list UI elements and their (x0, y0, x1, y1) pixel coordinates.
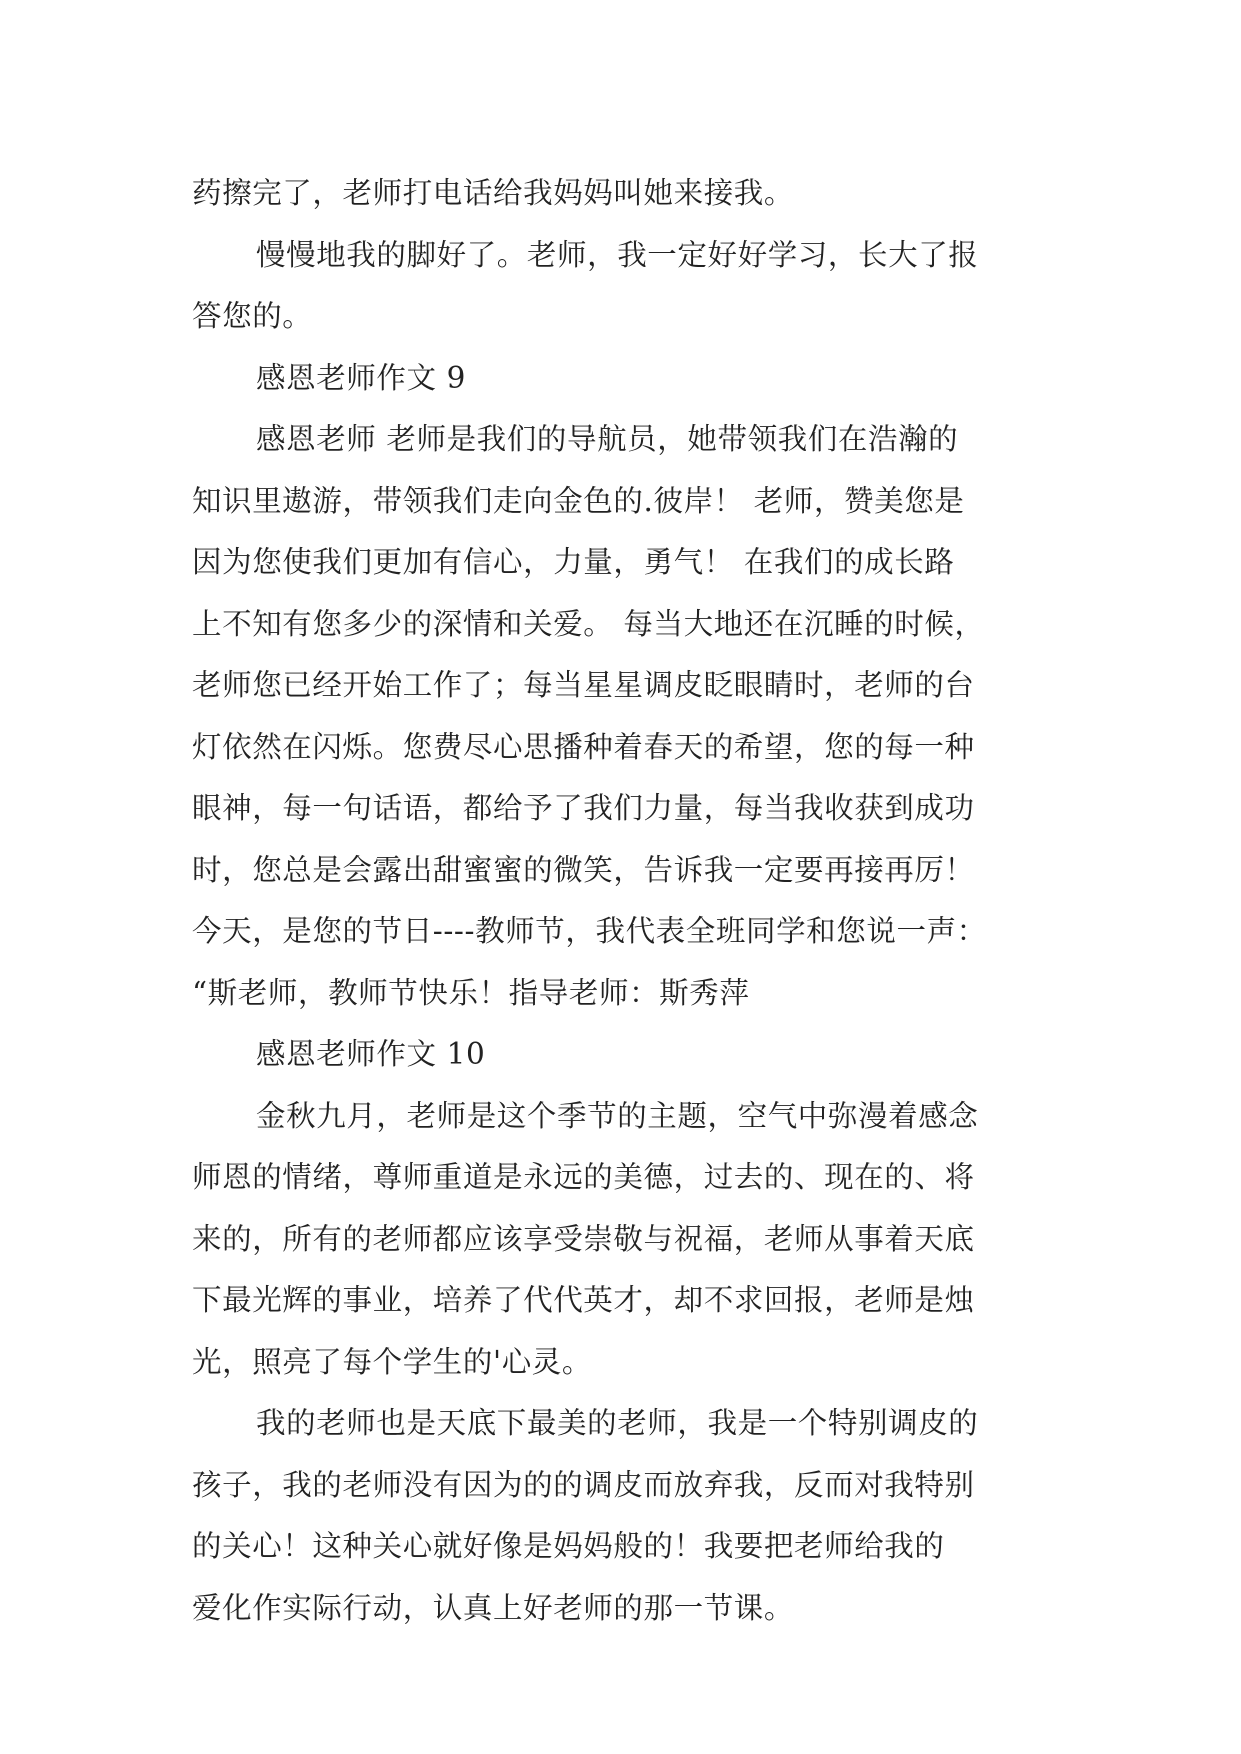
text-line: 因为您使我们更加有信心，力量，勇气！ 在我们的成长路 (192, 545, 955, 579)
text-line: 灯依然在闪烁。您费尽心思播种着春天的希望，您的每一种 (192, 729, 975, 764)
text-line: 金秋九月，老师是这个季节的主题，空气中弥漫着感念 (256, 1098, 979, 1133)
text-line: 爱化作实际行动，认真上好老师的那一节课。 (192, 1590, 795, 1625)
text-line: 感恩老师 老师是我们的导航员，她带领我们在浩瀚的 (256, 422, 959, 456)
text-line: 上不知有您多少的深情和关爱。 每当大地还在沉睡的时候， (192, 606, 985, 641)
text-line: “斯老师，教师节快乐！指导老师：斯秀萍 (192, 975, 750, 1010)
text-line: 知识里遨游，带领我们走向金色的.彼岸！ 老师，赞美您是 (192, 483, 965, 518)
text-line: 药擦完了，老师打电话给我妈妈叫她来接我。 (192, 176, 795, 210)
text-line: 时，您总是会露出甜蜜蜜的微笑，告诉我一定要再接再厉！ (192, 852, 975, 887)
document-body (192, 163, 1062, 1639)
text-line: 答您的。 (192, 299, 313, 333)
text-line: 慢慢地我的脚好了。老师，我一定好好学习，长大了报 (256, 237, 979, 272)
text-line: 来的，所有的老师都应该享受崇敬与祝福，老师从事着天底 (192, 1221, 975, 1256)
text-line: 师恩的情绪，尊师重道是永远的美德，过去的、现在的、将 (192, 1160, 975, 1194)
text-line: 孩子，我的老师没有因为的的调皮而放弃我，反而对我特别 (192, 1467, 975, 1502)
text-line: 感恩老师作文 10 (256, 1037, 486, 1071)
text-line: 下最光辉的事业，培养了代代英才，却不求回报，老师是烛 (192, 1283, 975, 1317)
text-line: 我的老师也是天底下最美的老师，我是一个特别调皮的 (256, 1406, 979, 1440)
text-line: 的关心！这种关心就好像是妈妈般的！我要把老师给我的 (192, 1529, 945, 1563)
text-line: 光，照亮了每个学生的'心灵。 (192, 1344, 593, 1379)
text-line: 感恩老师作文 9 (256, 360, 466, 395)
text-line: 眼神，每一句话语，都给予了我们力量，每当我收获到成功 (192, 791, 975, 825)
text-line: 今天，是您的节日----教师节，我代表全班同学和您说一声： (192, 914, 987, 948)
text-line: 老师您已经开始工作了；每当星星调皮眨眼睛时，老师的台 (192, 668, 975, 702)
